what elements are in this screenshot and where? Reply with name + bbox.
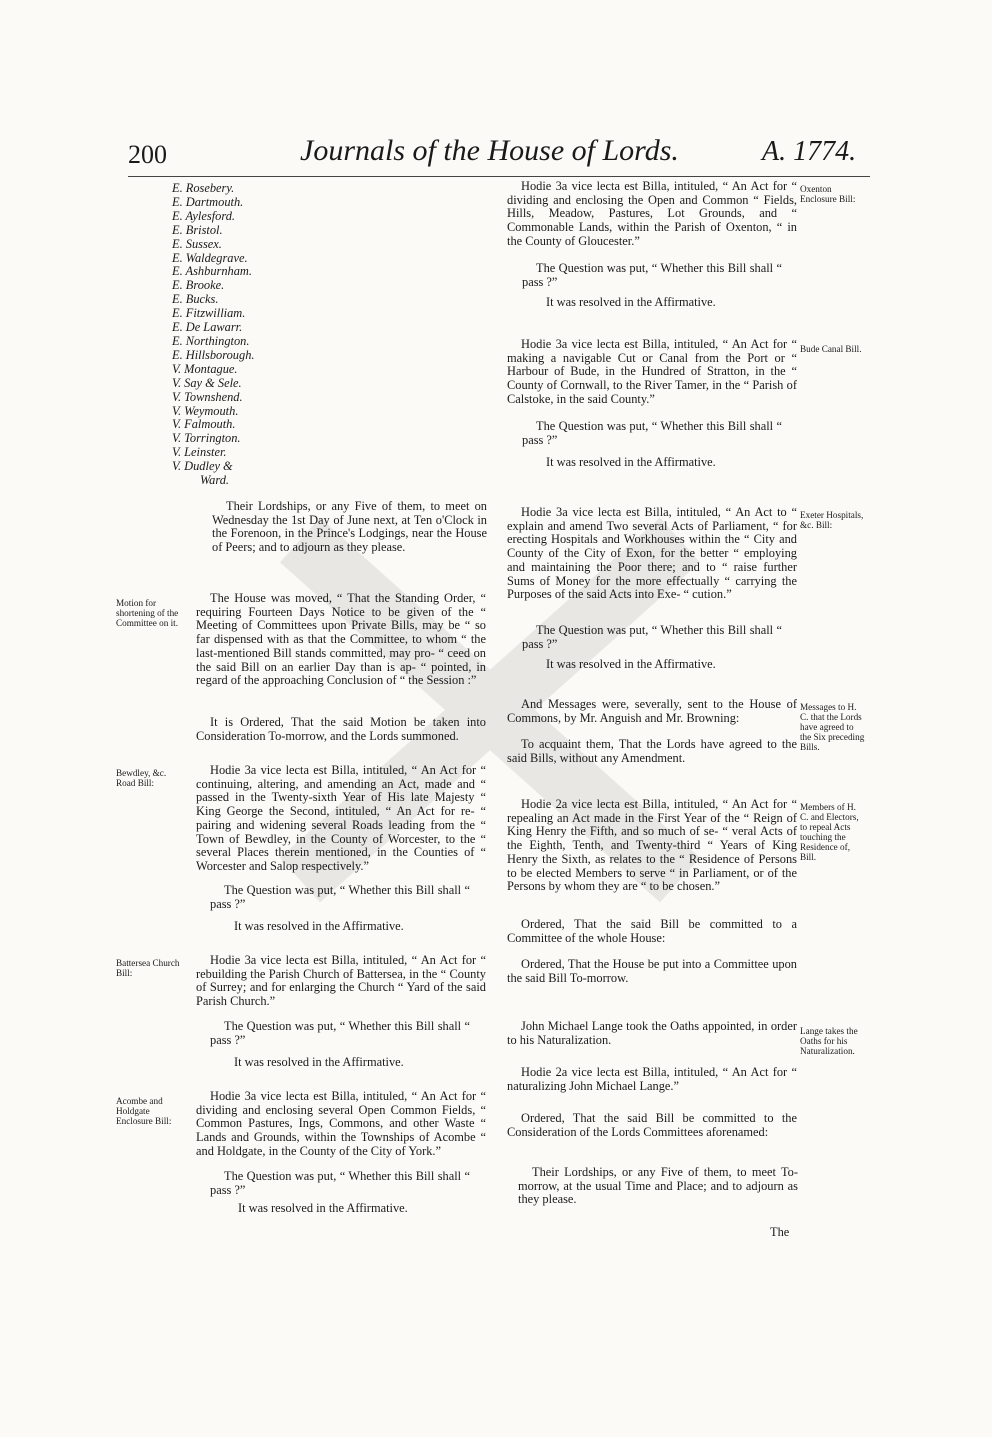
peer-entry: E. Sussex. [172,236,222,251]
bude-resolved: It was resolved in the Affirmative. [546,455,716,469]
bewdley-paragraph: Hodie 3a vice lecta est Billa, intituled, “ An Act for “ continuing, altering, and amending an Act, made and “ passed in the Twenty-sixth Year of His late Majesty “ King George the Second, intituled, “ An Act for re- “ pairing and widening several Roads leading from the “ Town of Bewdley, in the County of Worcester, to the “ several Places therein mentioned, in the Counties of “ Worcester and Salop respectively.” [196,763,486,873]
header-rule [128,176,870,177]
running-title: Journals of the House of Lords. [300,134,679,167]
peer-entry: E. Hillsborough. [172,347,255,362]
peer-entry: E. Rosebery. [172,181,235,195]
peer-entry: E. Aylesford. [172,208,235,223]
messages-paragraph: And Messages were, severally, sent to the House of Commons, by Mr. Anguish and Mr. Browning: [507,697,797,725]
peer-entry: E. Bucks. [172,292,219,307]
acombe-resolved: It was resolved in the Affirmative. [238,1201,408,1215]
exeter-resolved: It was resolved in the Affirmative. [546,657,716,671]
peer-entry: E. Dartmouth. [172,194,244,209]
bude-paragraph: Hodie 3a vice lecta est Billa, intituled, “ An Act for “ making a navigable Cut or Canal from the Port or “ Harbour of Bude, in the Hundred of Stratton, in the “ County of Cornwall, to the River Tamer, in the “ Parish of Calstoke, in the said County.” [507,337,797,406]
battersea-paragraph: Hodie 3a vice lecta est Billa, intituled, “ An Act for “ rebuilding the Parish Church of Battersea, in the “ County of Surrey; and for enlarging the Church “ Yard of the said Parish Church.” [196,953,486,1009]
peer-entry: E. Northington. [172,333,250,348]
lange-bill: Hodie 2a vice lecta est Billa, intituled, “ An Act for “ naturalizing John Michael Lange.” [507,1065,797,1093]
oxenton-question: The Question was put, “ Whether this Bill shall “ pass ?” [522,261,782,289]
motion-paragraph: The House was moved, “ That the Standing Order, “ requiring Fourteen Days Notice to be given of the “ Meeting of Committees upon Private Bills, may be “ so far dispensed with as that the Committee, to whom “ the last-mentioned Bill stands committed, may pro- “ ceed on the said Bill on an earlier Day than is ap- “ pointed, in regard of the approaching Conclusion of “ the Session :” [196,591,486,688]
lange-ordered: Ordered, That the said Bill be committed to the Consideration of the Lords Committees aforenamed: [507,1111,797,1139]
peer-entry: E. De Lawarr. [172,320,243,335]
bude-question: The Question was put, “ Whether this Bill shall “ pass ?” [522,419,782,447]
margin-note-exeter: Exeter Hospitals, &c. Bill: [800,510,864,530]
exeter-question: The Question was put, “ Whether this Bill shall “ pass ?” [522,623,782,651]
lange-meeting: Their Lordships, or any Five of them, to meet To-morrow, at the usual Time and Place; and to adjourn as they please. [518,1165,798,1207]
peer-entry: E. Fitzwilliam. [172,306,246,321]
peers-list [172,182,255,488]
ordered-committee: Ordered, That the said Bill be committed to a Committee of the whole House: [507,917,797,945]
margin-note-oxenton: Oxenton Enclosure Bill: [800,184,856,204]
peer-entry: E. Ashburnham. [172,264,252,279]
acombe-question: The Question was put, “ Whether this Bill shall “ pass ?” [210,1169,470,1197]
peer-entry: V. Montague. [172,361,238,376]
margin-note-bude: Bude Canal Bill. [800,344,862,354]
peer-entry: E. Brooke. [172,278,225,293]
peer-entry: V. Say & Sele. [172,375,242,390]
peer-entry: V. Dudley & [172,459,233,474]
catchword: The [770,1225,790,1239]
margin-note-messages: Messages to H. C. that the Lords have agreed to the Six preceding Bills. [800,702,865,752]
page-number: 200 [128,140,167,169]
battersea-question: The Question was put, “ Whether this Bill shall “ pass ?” [210,1019,470,1047]
peer-entry: V. Falmouth. [172,417,236,432]
peer-entry: V. Townshend. [172,389,243,404]
margin-note-acombe: Acombe and Holdgate Enclosure Bill: [116,1096,172,1126]
margin-note-motion: Motion for shortening of the Committee on it. [116,598,179,628]
peer-entry: Ward. [200,473,230,488]
lange-paragraph: John Michael Lange took the Oaths appointed, in order to his Naturalization. [507,1019,797,1047]
margin-note-members: Members of H. C. and Electors, to repeal Acts touching the Residence of, Bill. [800,802,859,862]
ordered-paragraph: It is Ordered, That the said Motion be taken into Consideration To-morrow, and the Lords summoned. [196,715,486,743]
exeter-paragraph: Hodie 3a vice lecta est Billa, intituled, “ An Act to “ explain and amend Two several Acts of Parliament, “ for erecting Hospitals and Workhouses within the “ City and County of the City of Exon, for the better “ employing and maintaining the Poor there; and to “ raise further Sums of Money for the more effectually “ carrying the Purposes of the said Acts into Exe- “ cution.” [507,505,797,602]
meeting-paragraph: Their Lordships, or any Five of them, to meet on Wednesday the 1st Day of June next, at Ten o'Clock in the Forenoon, in the Prince's Lodgings, near the House of Peers; and to adjourn as they please. [212,499,487,555]
margin-note-lange: Lange takes the Oaths for his Naturalization. [800,1026,858,1056]
year: A. 1774. [762,136,857,167]
peer-entry: V. Weymouth. [172,403,239,418]
margin-note-battersea: Battersea Church Bill: [116,958,180,978]
peer-entry: V. Leinster. [172,445,227,460]
peer-entry: E. Bristol. [172,222,223,237]
peer-entry: E. Waldegrave. [172,250,248,265]
bewdley-question: The Question was put, “ Whether this Bill shall “ pass ?” [210,883,470,911]
margin-note-bewdley: Bewdley, &c. Road Bill: [116,768,167,788]
members-paragraph: Hodie 2a vice lecta est Billa, intituled, “ An Act for “ repealing an Act made in the First Year of the “ Reign of King Henry the Fifth, and so much of se- “ veral Acts of the Eighth, Tenth, and Twenty-third “ Years of King Henry the Sixth, as relates to the “ Residence of Persons to be elected Members to serve “ in Parliament, or of the Persons by whom they are “ to be chosen.” [507,797,797,894]
oxenton-paragraph: Hodie 3a vice lecta est Billa, intituled, “ An Act for “ dividing and enclosing the Open and Common “ Fields, Hills, Meadow, Pastures, Lot Grounds, and “ Commonable Lands, within the Parish of Oxenton, “ in the County of Gloucester.” [507,179,797,248]
bewdley-resolved: It was resolved in the Affirmative. [234,919,404,933]
ordered-tomorrow: Ordered, That the House be put into a Committee upon the said Bill To-morrow. [507,957,797,985]
acombe-paragraph: Hodie 3a vice lecta est Billa, intituled, “ An Act for “ dividing and enclosing several Open Common Fields, “ Common Pastures, Ings, Commons, and other Waste “ Lands and Grounds, within the Townships of Acombe “ and Holdgate, in the County of the City of York.” [196,1089,486,1158]
battersea-resolved: It was resolved in the Affirmative. [234,1055,404,1069]
peer-entry: V. Torrington. [172,431,241,446]
acquaint-paragraph: To acquaint them, That the Lords have agreed to the said Bills, without any Amendment. [507,737,797,765]
oxenton-resolved: It was resolved in the Affirmative. [546,295,716,309]
